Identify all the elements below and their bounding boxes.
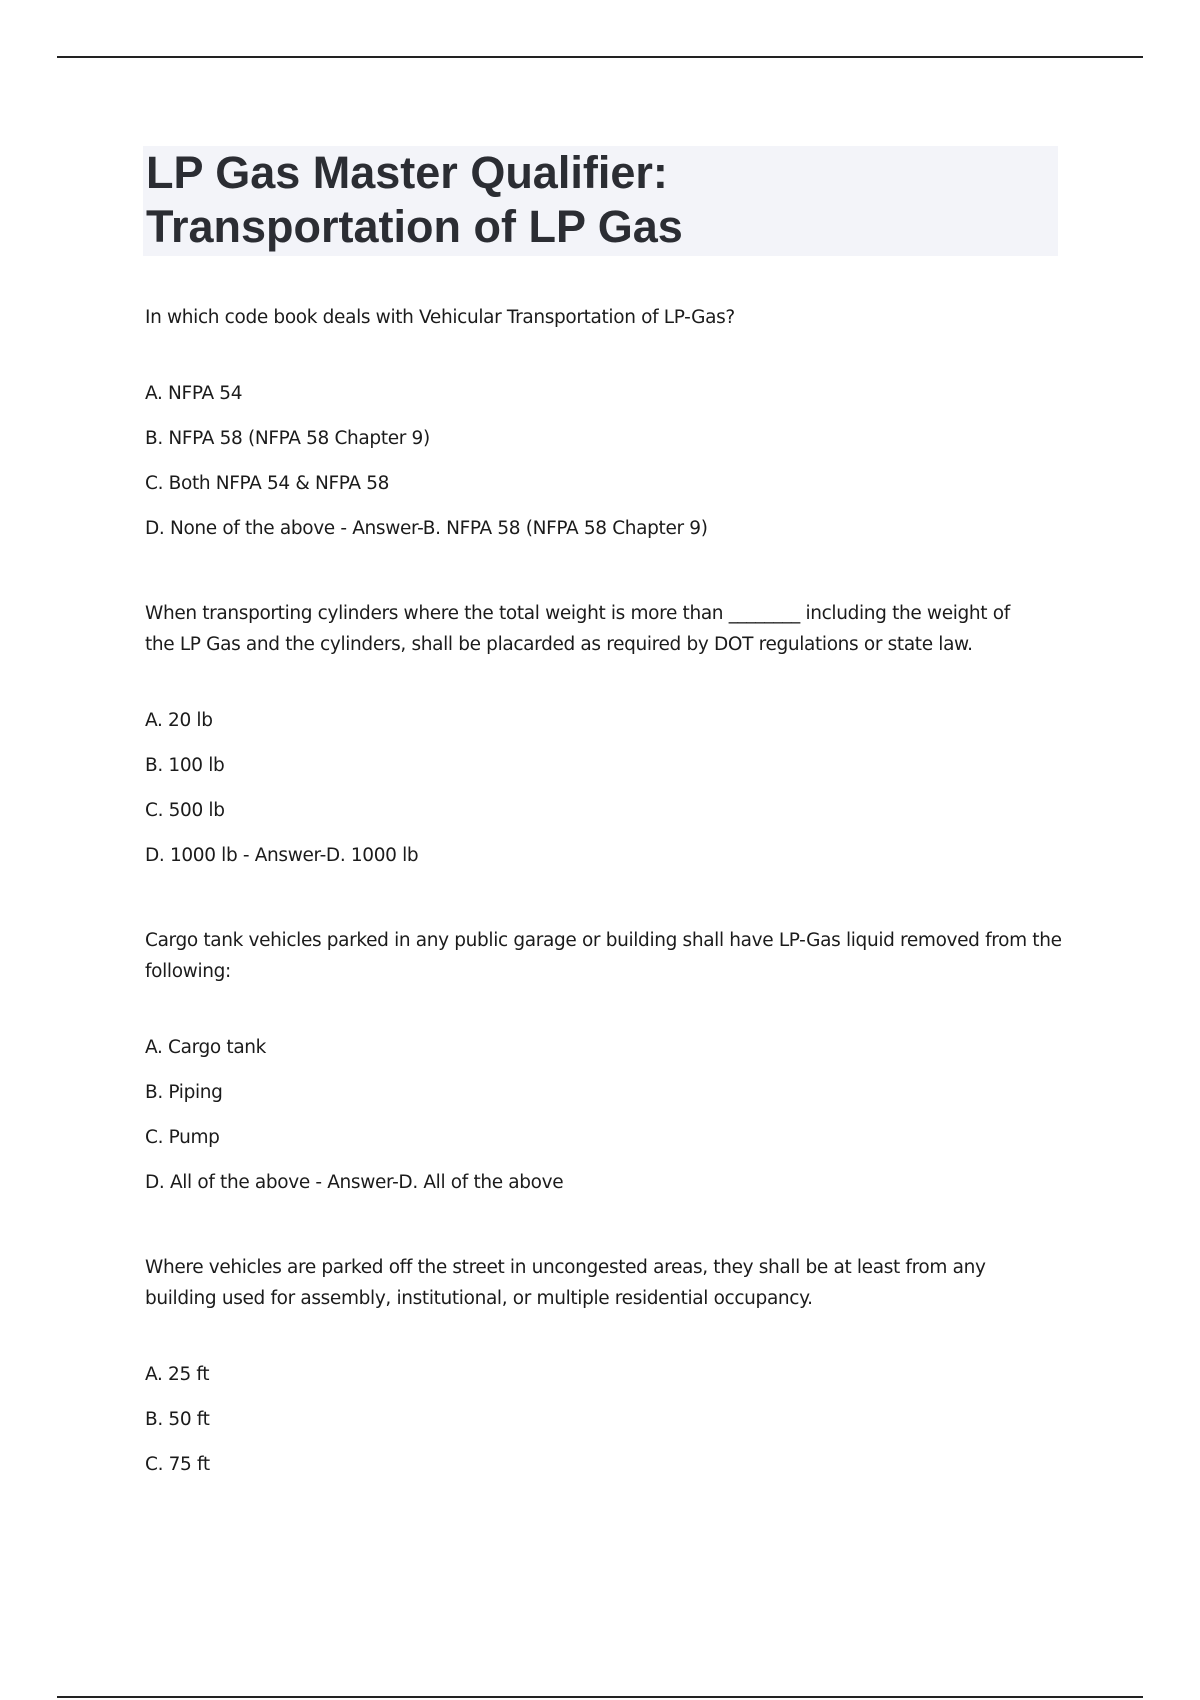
title-banner: [143, 146, 1058, 256]
top-rule: [57, 56, 1143, 58]
question-block-3: [145, 925, 1065, 1196]
option-3d-answer: D. All of the above - Answer-D. All of the above: [145, 1172, 564, 1193]
option-4a: A. 25 ft: [145, 1364, 210, 1385]
question-2-line-2: the LP Gas and the cylinders, shall be placarded as required by DOT regulations or state law.: [145, 634, 973, 655]
option-3c: C. Pump: [145, 1127, 220, 1148]
option-1d-answer: D. None of the above - Answer-B. NFPA 58 (NFPA 58 Chapter 9): [145, 518, 708, 539]
question-block-2: [145, 598, 1065, 869]
document-title: [146, 146, 1058, 254]
option-2a: A. 20 lb: [145, 710, 213, 731]
question-3-line-1: Cargo tank vehicles parked in any public garage or building shall have LP-Gas liquid removed from the: [145, 930, 1062, 951]
question-text-2: [145, 598, 1065, 660]
title-line-2: Transportation of LP Gas: [146, 201, 683, 252]
question-text-4: [145, 1252, 1065, 1314]
question-2-line-1: When transporting cylinders where the total weight is more than ________ including the weight of: [145, 603, 1010, 624]
option-1a: A. NFPA 54: [145, 383, 243, 404]
question-block-4: [145, 1252, 1065, 1478]
option-2d-answer: D. 1000 lb - Answer-D. 1000 lb: [145, 845, 419, 866]
option-3b: B. Piping: [145, 1082, 223, 1103]
question-list: [145, 302, 1065, 1534]
option-2c: C. 500 lb: [145, 800, 225, 821]
bottom-rule: [57, 1696, 1143, 1698]
question-text-1: In which code book deals with Vehicular Transportation of LP-Gas?: [145, 307, 735, 328]
option-1b: B. NFPA 58 (NFPA 58 Chapter 9): [145, 428, 430, 449]
question-4-line-1: Where vehicles are parked off the street in uncongested areas, they shall be at least from any: [145, 1257, 986, 1278]
question-4-line-2: building used for assembly, institutional, or multiple residential occupancy.: [145, 1288, 813, 1309]
question-block-1: [145, 302, 1065, 542]
option-4b: B. 50 ft: [145, 1409, 210, 1430]
question-text-3: [145, 925, 1065, 987]
option-4c: C. 75 ft: [145, 1454, 210, 1475]
title-line-1: LP Gas Master Qualifier:: [146, 147, 668, 198]
option-1c: C. Both NFPA 54 & NFPA 58: [145, 473, 390, 494]
question-3-line-2: following:: [145, 961, 231, 982]
option-3a: A. Cargo tank: [145, 1037, 267, 1058]
option-2b: B. 100 lb: [145, 755, 225, 776]
